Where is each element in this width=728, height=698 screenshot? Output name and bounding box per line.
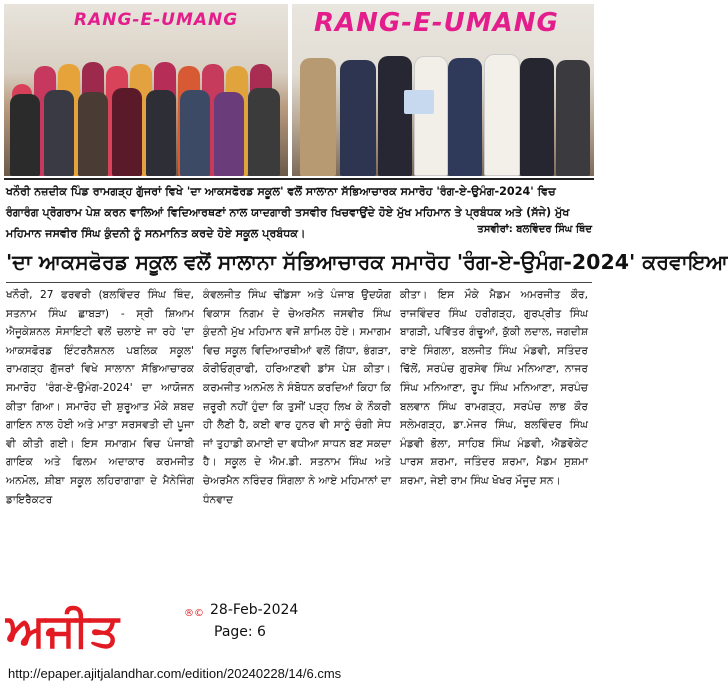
figure [414,56,448,176]
photo-strip [4,4,594,176]
plaque [404,90,434,114]
ajit-logo [6,602,204,664]
source-url[interactable]: http://epaper.ajitjalandhar.com/edition/20240228/14/6.cms [8,666,342,681]
photo-caption: ਖਨੌਰੀ ਨਜ਼ਦੀਕ ਪਿੰਡ ਰਾਮਗੜ੍ਹ ਗੁੱਜਰਾਂ ਵਿਖੇ 'ਦਾ ਆਕਸਫੋਰਡ ਸਕੂਲ' ਵਲੋਂ ਸਾਲਾਨਾ ਸੱਭਿਆਚਾਰਕ ਸਮਾਰੋਹ 'ਰੰਗ-ਏ-ਉਮੰਗ-2024' ਵਿਚ ਰੰਗਾਰੰਗ ਪ੍ਰੋਗਰਾਮ ਪੇਸ਼ ਕਰਨ ਵਾਲਿਆਂ ਵਿਦਿਆਰਥਣਾਂ ਨਾਲ ਯਾਦਗਾਰੀ ਤਸਵੀਰ ਖਿਚਵਾਉਂਦੇ ਹੋਏ ਮੁੱਖ ਮਹਿਮਾਨ ਤੇ ਪ੍ਰਬੰਧਕ ਅਤੇ (ਸੱਜੇ) ਮੁੱਖ ਮਹਿਮਾਨ ਜਸਵੀਰ ਸਿੰਘ ਕੁੰਦਨੀ ਨੂੰ ਸਨਮਾਨਿਤ ਕਰਦੇ ਹੋਏ ਸਕੂਲ ਪ੍ਰਬੰਧਕ। [6,185,570,240]
figure [78,92,108,176]
figure [44,90,74,176]
figure [484,54,520,176]
article-column-2: ਕੰਵਲਜੀਤ ਸਿੰਘ ਢੀਂਡਸਾ ਅਤੇ ਪੰਜਾਬ ਉਦਯੋਗ ਵਿਕਾਸ ਨਿਗਮ ਦੇ ਚੇਅਰਮੈਨ ਜਸਵੀਰ ਸਿੰਘ ਕੁੰਦਨੀ ਮੁੱਖ ਮਹਿਮਾਨ ਵਜੋਂ ਸ਼ਾਮਿਲ ਹੋਏ। ਸਮਾਗਮ ਵਿਚ ਸਕੂਲ ਵਿਦਿਆਰਥੀਆਂ ਵਲੋਂ ਗਿੱਧਾ, ਭੰਗੜਾ, ਕੋਰੀਓਗ੍ਰਾਫੀ, ਹਰਿਆਣਵੀ ਡਾਂਸ ਪੇਸ਼ ਕੀਤਾ। ਕਰਮਜੀਤ ਅਨਮੋਲ ਨੇ ਸੰਬੋਧਨ ਕਰਦਿਆਂ ਕਿਹਾ ਕਿ ਜ਼ਰੂਰੀ ਨਹੀਂ ਹੁੰਦਾ ਕਿ ਤੁਸੀਂ ਪੜ੍ਹ ਲਿਖ ਕੇ ਨੌਕਰੀ ਹੀ ਲੈਣੀ ਹੈ, ਕਈ ਵਾਰ ਹੁਨਰ ਵੀ ਸਾਨੂੰ ਚੰਗੀ ਸੇਧ ਜਾਂ ਤੁਹਾਡੀ ਕਮਾਈ ਦਾ ਵਧੀਆ ਸਾਧਨ ਬਣ ਸਕਦਾ ਹੈ। ਸਕੂਲ ਦੇ ਐਮ.ਡੀ. ਸਤਨਾਮ ਸਿੰਘ ਅਤੇ ਚੇਅਰਮੈਨ ਨਰਿੰਦਰ ਸਿੰਗਲਾ ਨੇ ਆਏ ਮਹਿਮਾਨਾਂ ਦਾ ਧੰਨਵਾਦ [203,289,391,506]
figure [340,60,376,176]
article-column-1: ਖਨੌਰੀ, 27 ਫਰਵਰੀ (ਬਲਵਿੰਦਰ ਸਿੰਘ ਥਿੰਦ, ਸਤਨਾਮ ਸਿੰਘ ਛਾਬੜਾ) - ਸ੍ਰੀ ਸ਼ਿਆਮ ਐਜੂਕੇਸ਼ਨਲ ਸੋਸਾਇਟੀ ਵਲੋਂ ਚਲਾਏ ਜਾ ਰਹੇ 'ਦਾ ਆਕਸਫੋਰਡ ਇੰਟਰਨੈਸ਼ਨਲ ਪਬਲਿਕ ਸਕੂਲ' ਰਾਮਗੜ੍ਹ ਗੁੱਜਰਾਂ ਵਿਖੇ ਸਾਲਾਨਾ ਸੱਭਿਆਚਾਰਕ ਸਮਾਰੋਹ 'ਰੰਗ-ਏ-ਉਮੰਗ-2024' ਦਾ ਆਯੋਜਨ ਕੀਤਾ ਗਿਆ। ਸਮਾਰੋਹ ਦੀ ਸ਼ੁਰੂਆਤ ਮੌਕੇ ਸ਼ਬਦ ਗਾਇਨ ਨਾਲ ਹੋਈ ਅਤੇ ਮਾਤਾ ਸਰਸਵਤੀ ਦੀ ਪੂਜਾ ਵੀ ਕੀਤੀ ਗਈ। ਇਸ ਸਮਾਗਮ ਵਿਚ ਪੰਜਾਬੀ ਗਾਇਕ ਅਤੇ ਫਿਲਮ ਅਦਾਕਾਰ ਕਰਮਜੀਤ ਅਨਮੋਲ, ਸ਼ੀਬਾ ਸਕੂਲ ਲਹਿਰਾਗਾਗਾ ਦੇ ਮੈਨੇਜਿੰਗ ਡਾਇਰੈਕਟਰ [6,289,194,506]
headline-rule [6,282,592,283]
figure [378,56,412,176]
edition-date: 28-Feb-2024 [210,602,299,618]
figure [214,92,244,176]
figure [248,88,280,176]
divider [4,178,594,180]
figure [300,58,336,176]
banner-left: RANG-E-UMANG [74,10,239,30]
article-column-3: ਕੀਤਾ। ਇਸ ਮੌਕੇ ਮੈਡਮ ਅਮਰਜੀਤ ਕੌਰ, ਰਾਜਵਿੰਦਰ ਸਿੰਘ ਹਰੀਗੜ੍ਹ, ਗੁਰਪ੍ਰੀਤ ਸਿੰਘ ਬਾਗੜੀ, ਪਵਿੱਤਰ ਗੰਢੂਆਂ, ਕੁੱਕੀ ਲਦਾਲ, ਜਗਦੀਸ਼ ਰਾਏ ਸਿੰਗਲਾ, ਬਲਜੀਤ ਸਿੰਘ ਮੰਡਵੀ, ਸਤਿੰਦਰ ਢਿੱਲੋਂ, ਸਰਪੰਚ ਗੁਰਸੇਵ ਸਿੰਘ ਮਨਿਆਣਾ, ਨਾਜਰ ਸਿੰਘ ਮਨਿਆਣਾ, ਰੂਪ ਸਿੰਘ ਮਨਿਆਣਾ, ਸਰਪੰਚ ਬਲਵਾਨ ਸਿੰਘ ਰਾਮਗੜ੍ਹ, ਸਰਪੰਚ ਲਾਭ ਕੌਰ ਸਲੇਮਗੜ੍ਹ, ਡਾ.ਮੇਜਰ ਸਿੰਘ, ਬਲਵਿੰਦਰ ਸਿੰਘ ਮੰਡਵੀ ਭੋਲਾ, ਸਾਹਿਬ ਸਿੰਘ ਮੰਡਵੀ, ਐਡਵੋਕੇਟ ਪਾਰਸ ਸ਼ਰਮਾ, ਜਤਿੰਦਰ ਸ਼ਰਮਾ, ਮੈਡਮ ਸੁਸ਼ਮਾ ਸ਼ਰਮਾ, ਜੇਈ ਰਾਮ ਸਿੰਘ ਖੋਖਰ ਮੌਜੂਦ ਸਨ। [400,289,588,487]
figure [146,90,176,176]
figure [448,58,482,176]
logo-text: ਅਜੀਤ [6,603,119,657]
photo-honouring [292,4,594,176]
figure [180,90,210,176]
figure [520,58,554,176]
banner-right: RANG-E-UMANG [314,8,559,38]
photo-students [4,4,288,176]
registered-mark: ®© [184,608,204,619]
figure [556,60,590,176]
figure [112,88,142,176]
photo-credit: ਤਸਵੀਰਾਂ: ਬਲਵਿੰਦਰ ਸਿੰਘ ਥਿੰਦ [477,224,592,235]
article-body [6,286,592,582]
headline: 'ਦਾ ਆਕਸਫੋਰਡ ਸਕੂਲ ਵਲੋਂ ਸਾਲਾਨਾ ਸੱਭਿਆਚਾਰਕ ਸਮਾਰੋਹ 'ਰੰਗ-ਏ-ਉਮੰਗ-2024' ਕਰਵਾਇਆ [6,250,728,274]
figure [10,94,40,176]
page-number: Page: 6 [214,624,266,640]
